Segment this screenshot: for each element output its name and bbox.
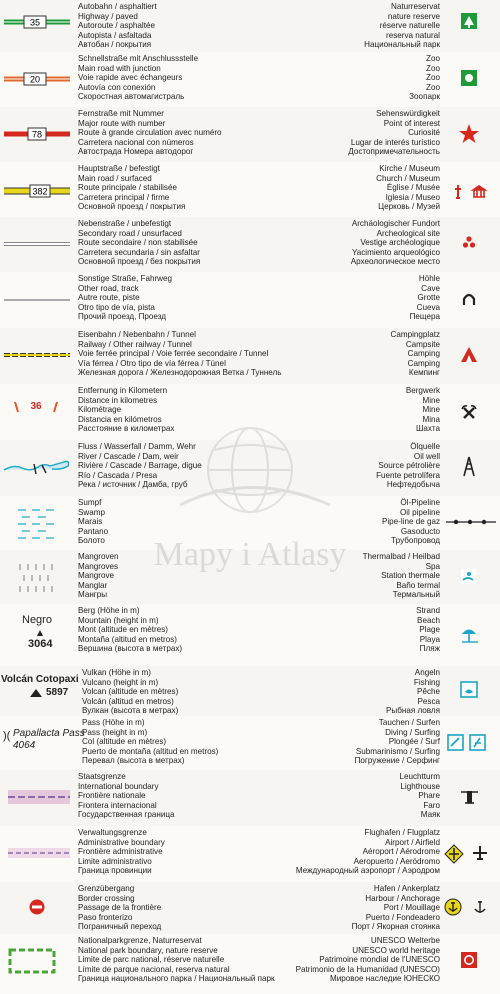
legend-text-ru: Государственная граница (78, 810, 175, 820)
legend-text-es: Autovía con conexión (78, 82, 156, 92)
legend-text-de: Autobahn / asphaltiert (78, 2, 157, 11)
legend-text-es: Camping (407, 358, 440, 368)
legend-text-ru: Граница провинции (78, 866, 152, 876)
legend-text-es: Submarinismo / Surfing (355, 746, 440, 756)
legend-text-de: Grenzübergang (78, 884, 135, 893)
legend-text-en: Church / Museum (376, 173, 440, 183)
legend-text-es: Patrimonio de la Humanidad (UNESCO) (295, 964, 440, 974)
volcano-symbol (0, 666, 82, 716)
legend-text-de: Öl-Pipeline (400, 498, 440, 507)
route-number-label: 78 (31, 129, 43, 140)
legend-text-de: Berg (Höhe in m) (78, 606, 140, 615)
legend-text-ru: Вершина (высота в метрах) (78, 644, 183, 654)
legend-text-fr: Source pétrolière (378, 461, 440, 471)
legend-text-fr: Zoo (426, 73, 440, 83)
legend-text-ru: Пещера (409, 312, 440, 322)
legend-text-fr: Voie ferrée principal / Voie ferrée secondaire / Tunnel (78, 349, 269, 359)
legend-text-en: Oil pipeline (399, 507, 440, 517)
legend-text-es: Límite de parque nacional, reserva natural (78, 964, 230, 974)
volcano-name-label: Volcán Cotopaxi (1, 674, 79, 685)
legend-text-de: Sonstige Straße, Fahrweg (78, 274, 173, 283)
mountain-name-label: Negro (22, 614, 52, 626)
legend-text-de: Bergwerk (405, 386, 440, 395)
legend-row-distance (0, 384, 500, 441)
legend-text-fr: Camping (407, 349, 440, 359)
legend-text-es: Aeropuerto / Aeródromo (353, 856, 440, 866)
mine-icon (440, 384, 500, 440)
legend-text-es: Paso fronterizo (78, 912, 133, 922)
legend-text-es: Otro tipo de vía, pista (78, 302, 155, 312)
legend-row-border-crossing (0, 882, 500, 935)
legend-text-ru: Железная дорога / Железнодорожная Ветка / Туннель (78, 368, 282, 378)
main-road-junction-symbol (0, 52, 78, 107)
legend-row-national-park-boundary (0, 934, 500, 989)
legend-text-de: Thermalbad / Heilbad (362, 552, 440, 561)
legend-text-en: Cave (421, 283, 440, 293)
legend-row-international-boundary (0, 770, 500, 827)
legend-text-fr: réserve naturelle (379, 21, 440, 31)
legend-text-de: Archäologischer Fundort (351, 219, 440, 228)
legend-text-en: Major route with number (78, 118, 166, 128)
legend-text-de: Tauchen / Surfen (378, 718, 440, 727)
legend-text-ru: Кемпинг (408, 368, 440, 378)
legend-text-es: Faro (423, 800, 440, 810)
legend-text-ru: Нефтедобыча (386, 480, 440, 490)
legend-text-de: Sehenswürdigkeit (376, 109, 440, 118)
legend-text-ru: Национальный парк (364, 40, 440, 50)
legend-text-es: Distancia en kilómetros (78, 414, 162, 424)
legend-text-ru: Маяк (420, 810, 440, 820)
pass-name-label: Papallacta Pass (13, 728, 85, 739)
legend-text-ru: Международный аэропорт / Аэродром (295, 866, 440, 876)
diving-surfing-icon (440, 716, 500, 770)
airport-airfield-icon (440, 826, 500, 882)
legend-text-es: Cueva (416, 302, 440, 312)
legend-text-de: Fluss / Wasserfall / Damm, Wehr (78, 442, 196, 451)
beach-icon (440, 604, 500, 666)
archaeological-site-icon (440, 217, 500, 272)
legend-text-fr: Route à grande circulation avec numéro (78, 128, 222, 138)
lighthouse-icon (440, 770, 500, 826)
secondary-road-symbol (0, 217, 78, 272)
legend-text-fr: Passage de la frontière (78, 903, 162, 913)
spa-icon (440, 550, 500, 604)
legend-text-fr: Col (altitude en mètres) (82, 737, 167, 747)
legend-text-en: Oil well (413, 451, 440, 461)
legend-text-fr: Frontière nationale (78, 791, 146, 801)
legend-text-fr: Curiosité (408, 128, 440, 138)
major-route-symbol (0, 107, 78, 162)
legend-row-river (0, 440, 500, 497)
legend-text-es: Gasoducto (400, 526, 440, 536)
other-road-symbol (0, 272, 78, 328)
legend-text-en: Harbour / Anchorage (365, 893, 440, 903)
legend-text-en: Railway / Other railway / Tunnel (78, 339, 192, 349)
legend-text-en: Beach (417, 615, 440, 625)
legend-text-de: Campingplatz (390, 330, 440, 339)
volcano-icon (30, 689, 42, 697)
legend-text-en: Diving / Surfing (385, 727, 440, 737)
legend-text-ru: Прочий проезд, Проезд (78, 312, 167, 322)
legend-row-pass (0, 716, 500, 771)
legend-text-fr: Volcan (altitude en mètres) (82, 687, 179, 697)
legend-row-railway (0, 328, 500, 385)
legend-text-de: Sumpf (78, 498, 102, 507)
legend-text-ru: Пляж (419, 644, 440, 654)
legend-text-en: Pass (height in m) (82, 727, 148, 737)
oil-well-icon (440, 440, 500, 496)
legend-text-ru: Река / источник / Дамба, груб (78, 480, 188, 490)
legend-text-ru: Зоопарк (409, 92, 440, 102)
mountain-symbol (0, 604, 78, 666)
legend-text-es: Carretera nacional con números (78, 137, 194, 147)
legend-text-en: Vulcano (height in m) (82, 677, 159, 687)
legend-row-mangroves (0, 550, 500, 605)
legend-text-en: River / Cascade / Dam, weir (78, 451, 179, 461)
legend-text-es: Puerto de montaña (altitud en metros) (82, 746, 219, 756)
legend-text-de: UNESCO Welterbe (370, 936, 440, 945)
legend-text-es: reserva natural (386, 30, 440, 40)
legend-text-en: Campsite (405, 339, 440, 349)
legend-text-fr: Phare (418, 791, 440, 801)
legend-text-fr: Kilométrage (78, 405, 122, 415)
legend-text-en: Zoo (426, 63, 440, 73)
legend-text-en: Secondary road / unsurfaced (78, 228, 182, 238)
administrative-boundary-symbol (0, 826, 78, 882)
main-road-surfaced-symbol (0, 162, 78, 217)
highway-number-label: 35 (29, 17, 41, 28)
legend-text-fr: Route principale / stabilisée (78, 183, 177, 193)
legend-text-de: Schnellstraße mit Anschlussstelle (78, 54, 199, 63)
border-crossing-symbol (0, 882, 78, 934)
distance-symbol (0, 384, 78, 440)
camping-icon (440, 328, 500, 384)
legend-text-de: Hafen / Ankerplatz (373, 884, 440, 893)
legend-text-ru: Церковь / Музей (378, 202, 440, 212)
legend-text-en: Main road / surfaced (78, 173, 152, 183)
legend-text-en: Fishing (413, 677, 440, 687)
legend-text-de: Ölquelle (410, 442, 440, 451)
mountain-height-label: 3064 (28, 638, 53, 650)
legend-text-es: Limite administrativo (78, 856, 152, 866)
legend-text-en: UNESCO world heritage (352, 945, 440, 955)
volcano-height-label: 5897 (46, 687, 69, 698)
legend-row-swamp (0, 496, 500, 551)
legend-text-de: Mangroven (78, 552, 119, 561)
legend-text-fr: Mangrove (78, 571, 114, 581)
legend-text-de: Flughafen / Flugplatz (364, 828, 440, 837)
legend-text-ru: Болото (78, 536, 105, 546)
legend-text-de: Pass (Höhe in m) (82, 718, 145, 727)
legend-text-de: Fernstraße mit Nummer (78, 109, 164, 118)
legend-text-ru: Расстояние в километрах (78, 424, 175, 434)
legend-text-fr: Grotte (417, 293, 440, 303)
legend-text-ru: Шахта (416, 424, 440, 434)
legend-text-en: International boundary (78, 781, 159, 791)
legend-text-en: Archeological site (376, 228, 440, 238)
legend-row-volcano (0, 666, 500, 717)
legend-text-es: Puerto / Fondeadero (365, 912, 440, 922)
legend-text-es: Montaña (altitud en metros) (78, 634, 177, 644)
legend-text-de: Zoo (426, 54, 440, 63)
cave-icon (440, 272, 500, 328)
legend-text-de: Entfernung in Kilometern (78, 386, 168, 395)
legend-text-ru: Основной проезд / без покрытия (78, 257, 201, 267)
legend-text-fr: Mine (422, 405, 440, 415)
legend-text-es: Río / Cascada / Presa (78, 470, 158, 480)
legend-text-en: Mountain (height in m) (78, 615, 159, 625)
legend-row-major-route (0, 107, 500, 163)
legend-row-main-road-surfaced (0, 162, 500, 218)
pass-symbol (0, 716, 85, 770)
legend-text-ru: Граница национального парка / Национальный парк (78, 974, 275, 984)
triangle-icon (37, 630, 43, 636)
legend-text-es: Mina (422, 414, 440, 424)
legend-text-en: Swamp (78, 507, 105, 517)
distance-number-label: 36 (30, 401, 42, 412)
legend-text-es: Lugar de interés turístico (350, 137, 440, 147)
legend-text-fr: Limite de parc national, réserve naturelle (78, 955, 225, 965)
legend-text-es: Carretera principal / firme (78, 192, 170, 202)
legend-text-en: Other road, track (78, 283, 139, 293)
legend-text-es: Vía férrea / Otro tipo de vía férrea / Túnel (78, 358, 226, 368)
legend-text-fr: Plongée / Surf (388, 737, 440, 747)
legend-text-fr: Autoroute / asphaltée (78, 21, 155, 31)
legend-text-en: Point of interest (383, 118, 440, 128)
legend-text-fr: Vestige archéologique (360, 238, 440, 248)
legend-text-en: Administrative boundary (78, 837, 165, 847)
legend-text-ru: Пограничный переход (78, 922, 162, 932)
zoo-icon (440, 52, 500, 107)
legend-text-fr: Aéroport / Aérodrome (362, 847, 440, 857)
legend-text-ru: Термальный (392, 590, 440, 600)
legend-text-ru: Погружение / Серфинг (354, 756, 440, 766)
legend-row-mountain (0, 604, 500, 667)
legend-text-fr: Port / Mouillage (383, 903, 440, 913)
legend-text-ru: Перевал (высота в метрах) (82, 756, 185, 766)
international-boundary-symbol (0, 770, 78, 826)
legend-text-en: Airport / Airfield (385, 837, 440, 847)
legend-text-de: Höhle (418, 274, 440, 283)
pass-height-label: 4064 (13, 740, 36, 751)
pipeline-icon (440, 496, 500, 550)
legend-text-fr: Rivière / Cascade / Barrage, digue (78, 461, 202, 471)
legend-text-ru: Археологическое место (350, 257, 440, 267)
legend-row-highway (0, 0, 500, 53)
legend-text-fr: Station thermale (381, 571, 440, 581)
legend-text-de: Angeln (414, 668, 440, 677)
legend-text-en: Highway / paved (78, 11, 138, 21)
legend-text-ru: Основной проезд / покрытия (78, 202, 186, 212)
star-icon (440, 107, 500, 162)
church-museum-icon (440, 162, 500, 217)
legend-text-ru: Порт / Якорная стоянка (351, 922, 440, 932)
legend-text-de: Hauptstraße / befestigt (78, 164, 160, 173)
legend-text-es: Playa (419, 634, 440, 644)
road-number-label: 382 (32, 186, 48, 197)
legend-text-en: Border crossing (78, 893, 135, 903)
highway-symbol (0, 0, 78, 52)
legend-text-de: Strand (416, 606, 440, 615)
nature-reserve-icon (440, 0, 500, 52)
legend-text-de: Nebenstraße / unbefestigt (78, 219, 172, 228)
legend-text-es: Carretera secundaria / sin asfaltar (78, 247, 200, 257)
legend-text-ru: Автобан / покрытия (78, 40, 152, 50)
legend-text-de: Kirche / Museum (379, 164, 440, 173)
fishing-icon (440, 666, 500, 716)
legend-text-de: Naturreservat (390, 2, 440, 11)
legend-text-fr: Pipe-line de gaz (381, 517, 440, 527)
legend-text-en: Lighthouse (400, 781, 440, 791)
harbour-anchorage-icon (440, 882, 500, 934)
legend-row-other-road (0, 272, 500, 329)
legend-text-en: Distance in kilometres (78, 395, 158, 405)
legend-text-es: Yacimiento arqueológico (351, 247, 440, 257)
legend-text-es: Manglar (78, 580, 108, 590)
legend-text-ru: Достопримечательность (348, 147, 440, 157)
legend-text-ru: Скоростная автомагистраль (78, 92, 185, 102)
legend-text-en: Spa (425, 561, 440, 571)
legend-text-es: Iglesia / Museo (385, 192, 440, 202)
swamp-symbol (0, 496, 78, 550)
legend-text-de: Staatsgrenze (78, 772, 126, 781)
legend-text-fr: Patrimoine mondial de l'UNESCO (319, 955, 440, 965)
legend-text-ru: Мировое наследие ЮНЕСКО (330, 974, 440, 984)
legend-row-administrative-boundary (0, 826, 500, 883)
unesco-icon (440, 934, 500, 989)
legend-text-en: Main road with junction (78, 63, 161, 73)
legend-text-de: Nationalparkgrenze, Naturreservat (78, 936, 202, 945)
legend-text-fr: Église / Musée (386, 183, 440, 193)
legend-text-fr: Frontière administrative (78, 847, 163, 857)
legend-text-ru: Рыбная ловля (386, 706, 440, 716)
legend-text-fr: Voie rapide avec échangeurs (78, 73, 183, 83)
legend-text-ru: Автострада Номера автодорог (78, 147, 194, 157)
legend-text-es: Pesca (417, 696, 440, 706)
legend-text-de: Verwaltungsgrenze (78, 828, 147, 837)
legend-text-fr: Mont (altitude en mètres) (78, 625, 168, 635)
legend-text-es: Baño termal (396, 580, 440, 590)
legend-text-de: Vulkan (Höhe in m) (82, 668, 151, 677)
legend-text-en: nature reserve (387, 11, 440, 21)
legend-text-fr: Route secondaire / non stabilisée (78, 238, 198, 248)
legend-text-ru: Трубопровод (391, 536, 440, 546)
legend-text-de: Leuchtturm (399, 772, 440, 781)
legend-text-es: Zoo (426, 82, 440, 92)
national-park-boundary-symbol (0, 934, 78, 989)
legend-text-es: Autopista / asfaltada (78, 30, 152, 40)
legend-text-fr: Plage (419, 625, 440, 635)
river-symbol (0, 440, 78, 496)
legend-text-en: National park boundary, nature reserve (78, 945, 218, 955)
legend-text-en: Mangroves (78, 561, 119, 571)
legend-text-de: Eisenbahn / Nebenbahn / Tunnel (78, 330, 196, 339)
legend-text-ru: Мангры (78, 590, 108, 600)
legend-text-fr: Marais (78, 517, 103, 527)
legend-text-fr: Pêche (417, 687, 440, 697)
legend-text-en: Mine (422, 395, 440, 405)
road-number-label: 20 (29, 74, 41, 85)
mangroves-symbol (0, 550, 78, 604)
watermark-text: Mapy i Atlasy (153, 536, 347, 573)
railway-symbol (0, 328, 78, 384)
legend-text-fr: Autre route, piste (78, 293, 140, 303)
pass-icon: )( (3, 730, 11, 742)
legend-text-ru: Вулкан (высота в метрах) (82, 706, 179, 716)
legend-text-es: Fuente petrolífera (376, 470, 440, 480)
legend-row-secondary-road (0, 217, 500, 273)
legend-text-es: Pantano (78, 526, 109, 536)
legend-text-es: Volcán (altitud en metros) (82, 696, 174, 706)
legend-text-es: Frontera internacional (78, 800, 157, 810)
legend-row-main-road-junction (0, 52, 500, 108)
